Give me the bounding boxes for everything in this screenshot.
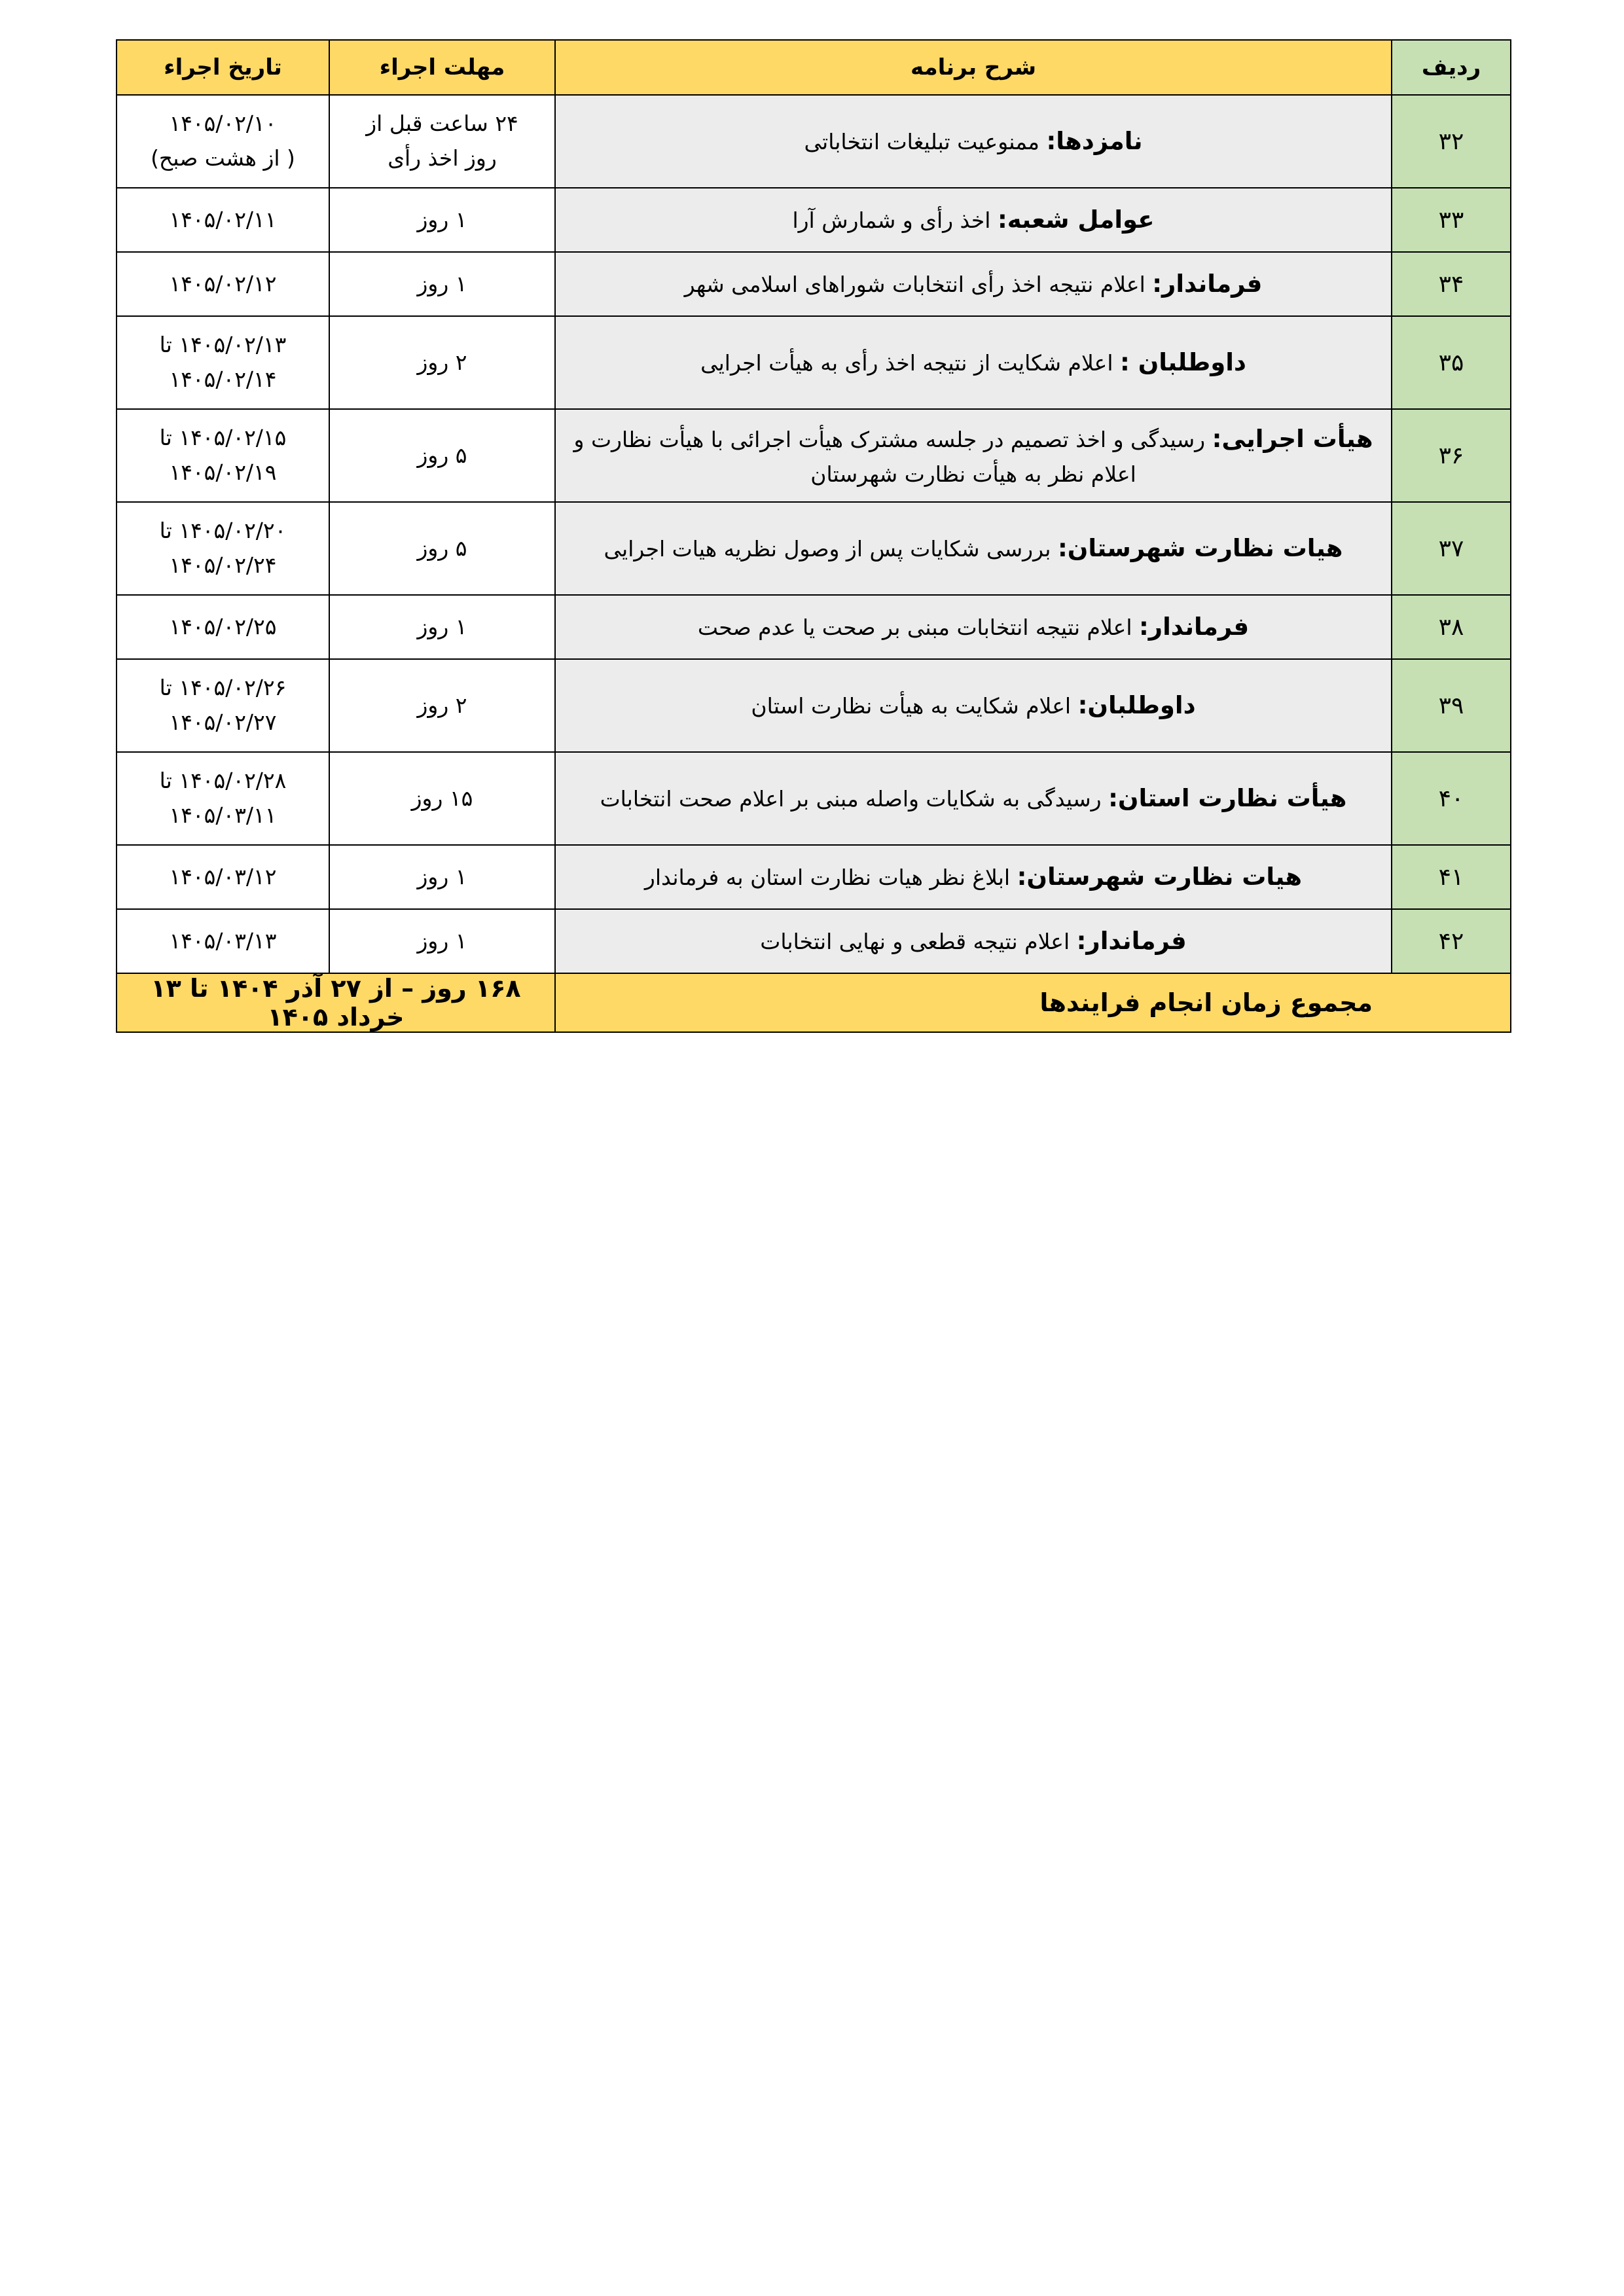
- row-date: [117, 845, 329, 909]
- duration-line: ۲ روز: [417, 349, 467, 375]
- row-text: بررسی شکایات پس از وصول نظریه هیات اجرایی: [604, 536, 1058, 562]
- row-date: [117, 409, 329, 502]
- row-text: اخذ رأی و شمارش آرا: [792, 207, 998, 234]
- total-label: مجموع زمان انجام فرایندها: [555, 973, 1511, 1032]
- date-line: ۱۴۰۵/۰۲/۲۴: [169, 552, 277, 578]
- row-date: [117, 95, 329, 188]
- row-date: [117, 252, 329, 316]
- duration-line: ۲۴ ساعت قبل از: [366, 111, 518, 137]
- table-row: [117, 316, 1511, 409]
- row-duration: [329, 252, 555, 316]
- row-number: ۳۲: [1392, 95, 1511, 188]
- duration-line: ۱ روز: [417, 863, 467, 889]
- document-page: [116, 39, 1510, 1033]
- table-row: [117, 95, 1511, 188]
- row-actor: داوطلبان:: [1077, 691, 1196, 720]
- election-schedule-table: [116, 39, 1511, 1033]
- row-description: [555, 845, 1392, 909]
- row-duration: [329, 595, 555, 659]
- table-row: [117, 752, 1511, 845]
- row-duration: [329, 502, 555, 595]
- date-line: ۱۴۰۵/۰۲/۲۶ تا: [159, 675, 287, 701]
- row-number: ۳۴: [1392, 252, 1511, 316]
- row-date: [117, 909, 329, 973]
- row-actor: هیات نظارت شهرستان:: [1017, 863, 1303, 891]
- table-row: [117, 188, 1511, 252]
- row-description: [555, 502, 1392, 595]
- date-line: ۱۴۰۵/۰۲/۱۹: [169, 459, 277, 485]
- row-date: [117, 502, 329, 595]
- date-line: ۱۴۰۵/۰۲/۲۸ تا: [159, 768, 287, 794]
- row-duration: [329, 188, 555, 252]
- row-description: [555, 752, 1392, 845]
- table-header-row: [117, 40, 1511, 95]
- duration-line: ۱ روز: [417, 270, 467, 296]
- row-date: [117, 659, 329, 752]
- row-number: ۳۸: [1392, 595, 1511, 659]
- total-row: [117, 973, 1511, 1032]
- row-duration: [329, 845, 555, 909]
- row-text: اعلام نتیجه قطعی و نهایی انتخابات: [760, 929, 1077, 955]
- row-description: [555, 409, 1392, 502]
- row-actor: فرماندار:: [1152, 270, 1263, 298]
- row-text: اعلام نتیجه اخذ رأی انتخابات شوراهای اسلامی شهر: [684, 272, 1153, 298]
- row-duration: [329, 409, 555, 502]
- row-description: [555, 316, 1392, 409]
- row-number: ۳۶: [1392, 409, 1511, 502]
- table-row: [117, 845, 1511, 909]
- date-line: ۱۴۰۵/۰۳/۱۱: [169, 802, 277, 828]
- row-text: رسیدگی به شکایات واصله مبنی بر اعلام صحت انتخابات: [600, 786, 1109, 812]
- row-duration: [329, 316, 555, 409]
- row-actor: فرماندار:: [1076, 927, 1187, 956]
- row-text: ممنوعیت تبلیغات انتخاباتی: [804, 129, 1047, 155]
- header-row-number: ردیف: [1392, 40, 1511, 95]
- table-row: [117, 595, 1511, 659]
- date-line: ۱۴۰۵/۰۲/۱۳ تا: [159, 332, 287, 358]
- row-number: ۳۷: [1392, 502, 1511, 595]
- table-row: [117, 409, 1511, 502]
- row-date: [117, 188, 329, 252]
- header-description: شرح برنامه: [555, 40, 1392, 95]
- row-actor: هیأت اجرایی:: [1212, 424, 1373, 453]
- row-number: ۴۲: [1392, 909, 1511, 973]
- row-description: [555, 595, 1392, 659]
- row-date: [117, 595, 329, 659]
- table-row: [117, 909, 1511, 973]
- date-line: ۱۴۰۵/۰۲/۱۵ تا: [159, 425, 287, 451]
- row-number: ۳۹: [1392, 659, 1511, 752]
- row-text: اعلام شکایت به هیأت نظارت استان: [751, 693, 1078, 719]
- table-row: [117, 502, 1511, 595]
- row-actor: هیأت نظارت استان:: [1108, 784, 1347, 813]
- header-date: تاریخ اجراء: [117, 40, 329, 95]
- duration-line: ۵ روز: [417, 442, 467, 468]
- row-duration: [329, 909, 555, 973]
- row-actor: نامزدها:: [1046, 127, 1143, 156]
- duration-line: ۲ روز: [417, 692, 467, 718]
- table-row: [117, 659, 1511, 752]
- date-line: ۱۴۰۵/۰۲/۱۱: [169, 206, 277, 232]
- row-actor: هیات نظارت شهرستان:: [1057, 534, 1343, 563]
- date-line: ۱۴۰۵/۰۲/۱۴: [169, 367, 277, 392]
- row-text: رسیدگی و اخذ تصمیم در جلسه مشترک هیأت اجرائی با هیأت نظارت و اعلام نظر به هیأت نظارت شهرستان: [573, 426, 1212, 488]
- row-description: [555, 252, 1392, 316]
- row-duration: [329, 95, 555, 188]
- date-line: ( از هشت صبح): [151, 145, 295, 171]
- row-number: ۳۳: [1392, 188, 1511, 252]
- row-text: اعلام نتیجه انتخابات مبنی بر صحت یا عدم صحت: [697, 615, 1139, 641]
- row-duration: [329, 752, 555, 845]
- duration-line: ۱ روز: [417, 613, 467, 639]
- row-number: ۴۰: [1392, 752, 1511, 845]
- row-actor: فرماندار:: [1139, 613, 1250, 641]
- row-duration: [329, 659, 555, 752]
- date-line: ۱۴۰۵/۰۲/۱۰: [169, 111, 277, 137]
- date-line: ۱۴۰۵/۰۲/۱۲: [169, 270, 277, 296]
- row-number: ۳۵: [1392, 316, 1511, 409]
- date-line: ۱۴۰۵/۰۲/۲۰ تا: [159, 518, 287, 544]
- duration-line: ۱ روز: [417, 927, 467, 954]
- row-description: [555, 95, 1392, 188]
- date-line: ۱۴۰۵/۰۳/۱۲: [169, 863, 277, 889]
- date-line: ۱۴۰۵/۰۲/۲۵: [169, 613, 277, 639]
- row-text: اعلام شکایت از نتیجه اخذ رأی به هیأت اجرایی: [700, 350, 1121, 376]
- header-duration: مهلت اجراء: [329, 40, 555, 95]
- row-actor: داوطلبان :: [1120, 348, 1246, 377]
- date-line: ۱۴۰۵/۰۳/۱۳: [169, 927, 277, 954]
- row-date: [117, 316, 329, 409]
- row-text: ابلاغ نظر هیات نظارت استان به فرماندار: [644, 865, 1017, 891]
- duration-line: ۱۵ روز: [411, 785, 473, 811]
- duration-line: روز اخذ رأی: [388, 145, 497, 171]
- row-date: [117, 752, 329, 845]
- duration-line: ۱ روز: [417, 206, 467, 232]
- row-actor: عوامل شعبه:: [997, 206, 1155, 234]
- row-number: ۴۱: [1392, 845, 1511, 909]
- row-description: [555, 188, 1392, 252]
- row-description: [555, 909, 1392, 973]
- row-description: [555, 659, 1392, 752]
- table-row: [117, 252, 1511, 316]
- total-value: ۱۶۸ روز – از ۲۷ آذر ۱۴۰۴ تا ۱۳ خرداد ۱۴۰۵: [117, 973, 555, 1032]
- duration-line: ۵ روز: [417, 535, 467, 561]
- date-line: ۱۴۰۵/۰۲/۲۷: [169, 709, 277, 735]
